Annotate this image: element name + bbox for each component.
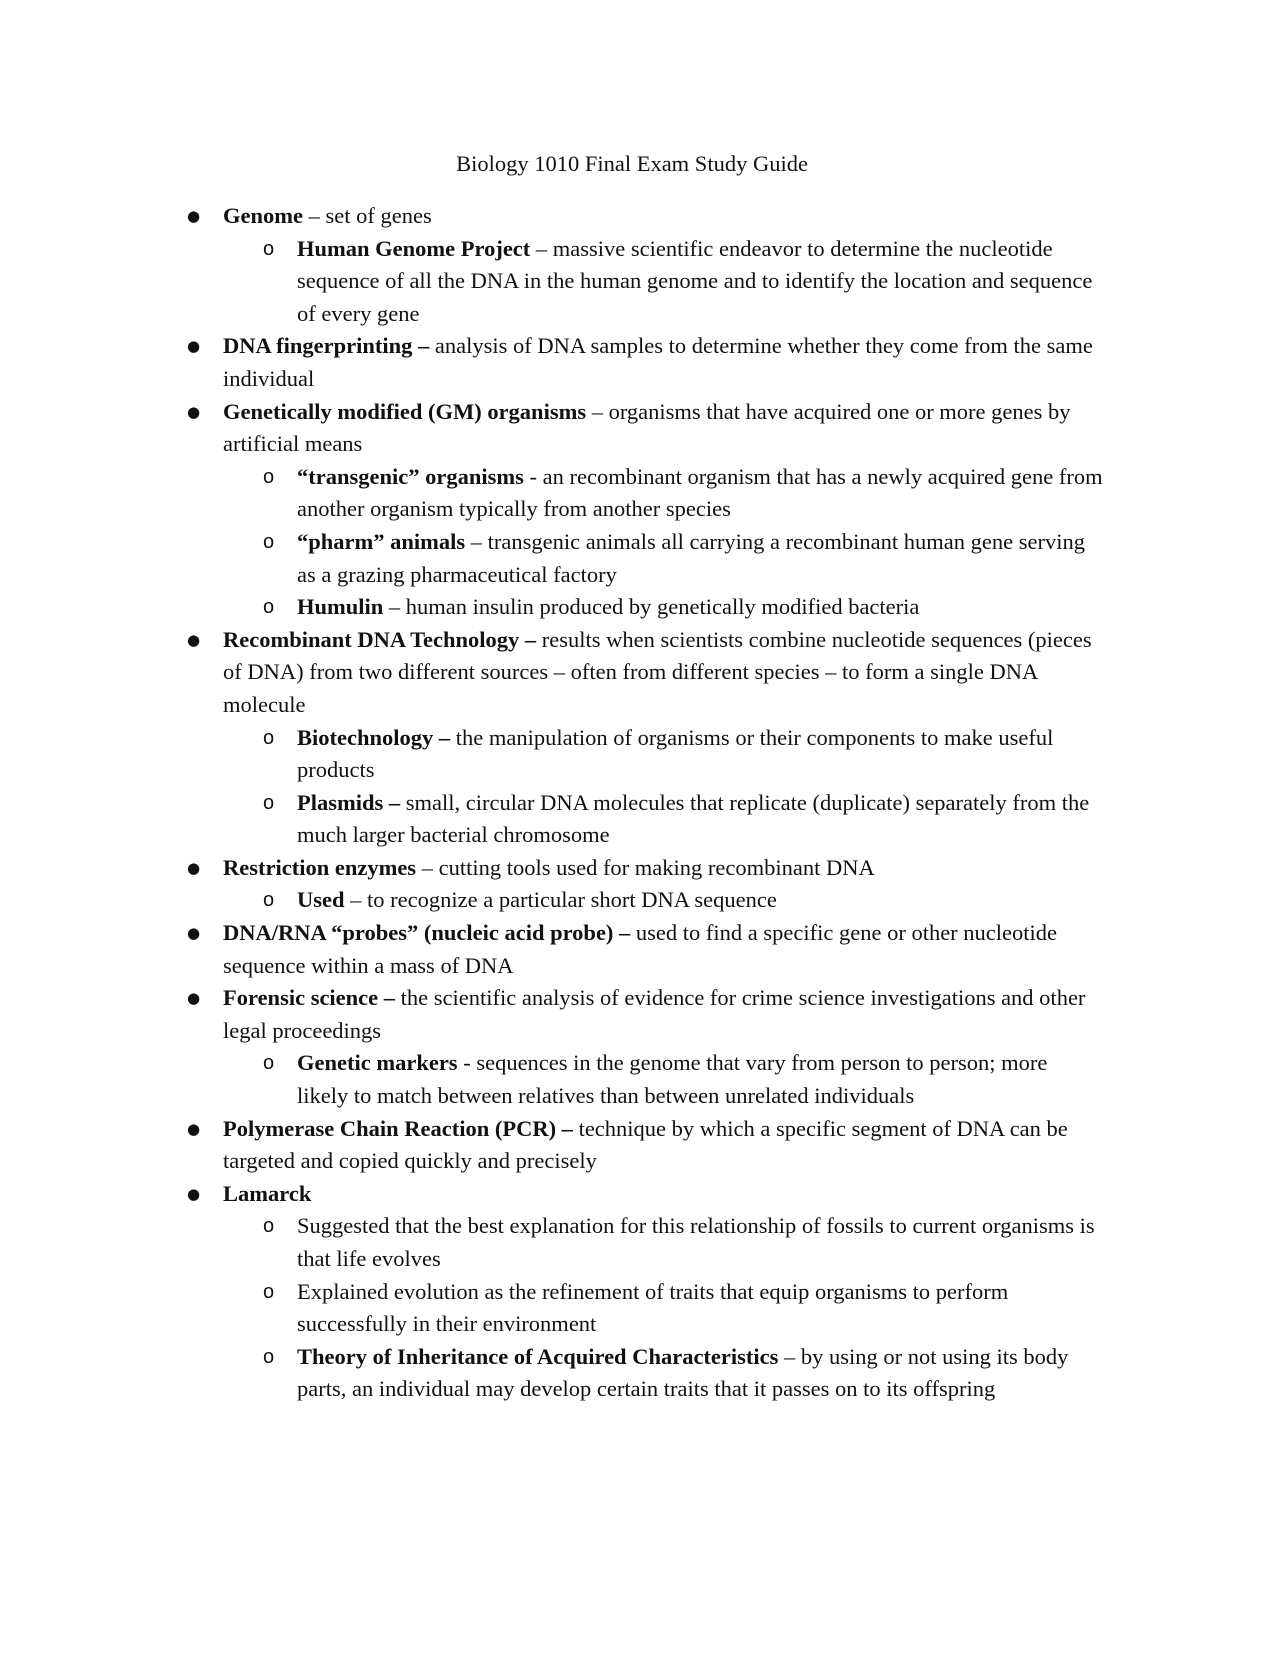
bullet-icon: ● (187, 207, 201, 225)
term: Lamarck (223, 1180, 312, 1206)
term: “pharm” animals (297, 528, 466, 554)
bullet-icon: ● (187, 337, 201, 356)
circle-bullet-icon: o (263, 1215, 275, 1238)
sub-list-item (263, 787, 1103, 852)
definition: – by using or not using its body parts, an individual may develop certain traits that it passes on to its offspring (297, 1343, 1069, 1402)
definition: – to recognize a particular short DNA sequence (344, 887, 777, 913)
bullet-icon: ● (187, 630, 201, 649)
definition: – set of genes (302, 203, 432, 228)
definition: analysis of DNA samples to determine whether they come from the same individual (223, 333, 1093, 391)
circle-bullet-icon: o (263, 1280, 275, 1303)
sub-list-item (263, 722, 1103, 787)
definition: Explained evolution as the refinement of traits that equip organisms to perform successfully in their environment (297, 1278, 1009, 1337)
list-item (187, 330, 1103, 395)
term: Genetically modified (GM) organisms (223, 398, 587, 424)
term: Theory of Inheritance of Acquired Characteristics (297, 1343, 779, 1369)
list-item (187, 624, 1103, 722)
definition: the scientific analysis of evidence for crime science investigations and other legal proceedings (223, 985, 1086, 1043)
definition: results when scientists combine nucleotide sequences (pieces of DNA) from two different sources – often from different species – to form a single DNA molecule (223, 626, 1092, 717)
circle-bullet-icon: o (263, 889, 275, 912)
term: Forensic science – (223, 985, 396, 1011)
study-guide-list (0, 200, 1280, 1406)
term: Plasmids – (297, 789, 401, 815)
bullet-icon: ● (187, 1184, 201, 1203)
definition: used to find a specific gene or other nucleotide sequence within a mass of DNA (223, 920, 1058, 978)
sub-list-item (263, 591, 1103, 624)
term: Restriction enzymes (223, 854, 417, 880)
circle-bullet-icon: o (263, 237, 275, 260)
definition: the manipulation of organisms or their components to make useful products (297, 724, 1054, 783)
definition: – transgenic animals all carrying a recombinant human gene serving as a grazing pharmaceutical factory (297, 528, 1085, 587)
definition: Suggested that the best explanation for this relationship of fossils to current organisms is that life evolves (297, 1213, 1095, 1271)
circle-bullet-icon: o (263, 1052, 275, 1075)
list-item (187, 917, 1103, 982)
definition: – massive scientific endeavor to determine the nucleotide sequence of all the DNA in the human genome and to identify the location and sequence of every gene (297, 235, 1093, 326)
definition: – human insulin produced by genetically modified bacteria (383, 594, 920, 620)
sub-list-item (263, 1047, 1103, 1112)
bullet-icon: ● (187, 989, 201, 1008)
term: Biotechnology – (297, 724, 451, 750)
definition: – organisms that have acquired one or more genes by artificial means (223, 398, 1071, 457)
term: DNA fingerprinting – (223, 333, 430, 359)
circle-bullet-icon: o (263, 726, 275, 749)
bullet-icon: ● (187, 402, 201, 421)
term: DNA/RNA “probes” (nucleic acid probe) – (223, 920, 631, 946)
bullet-icon: ● (187, 858, 201, 877)
term: Recombinant DNA Technology – (223, 626, 537, 652)
list-item (187, 1113, 1103, 1178)
bullet-icon: ● (187, 1119, 201, 1138)
term: Used (297, 887, 345, 913)
sub-list-item (263, 1341, 1103, 1406)
definition: technique by which a specific segment of DNA can be targeted and copied quickly and precisely (223, 1115, 1068, 1174)
sub-list-item (263, 461, 1103, 526)
list-item (187, 200, 1103, 233)
term: Humulin (297, 594, 384, 620)
list-item (187, 852, 1103, 885)
list-item (187, 1178, 1103, 1211)
sub-list-item (263, 884, 1103, 917)
term: Polymerase Chain Reaction (PCR) – (223, 1115, 573, 1141)
definition: – cutting tools used for making recombinant DNA (416, 854, 875, 880)
sub-list-item (263, 1276, 1103, 1341)
term: Genome (223, 203, 303, 228)
sub-list-item (263, 233, 1103, 331)
sub-list-item (263, 526, 1103, 591)
definition: - sequences in the genome that vary from person to person; more likely to match between relatives than between unrelated individuals (297, 1050, 1048, 1109)
circle-bullet-icon: o (263, 791, 275, 814)
term: “transgenic” organisms (297, 463, 524, 489)
circle-bullet-icon: o (263, 1345, 275, 1368)
circle-bullet-icon: o (263, 465, 275, 488)
circle-bullet-icon: o (263, 530, 275, 553)
bullet-icon: ● (187, 924, 201, 943)
page-title: Biology 1010 Final Exam Study Guide (456, 151, 808, 176)
term: Human Genome Project (297, 235, 531, 261)
term: Genetic markers (297, 1050, 458, 1076)
definition: - an recombinant organism that has a newly acquired gene from another organism typically from another species (297, 463, 1103, 522)
definition: small, circular DNA molecules that replicate (duplicate) separately from the much larger bacterial chromosome (297, 789, 1090, 848)
list-item (187, 396, 1103, 461)
circle-bullet-icon: o (263, 596, 275, 619)
sub-list-item (263, 1210, 1103, 1275)
list-item (187, 982, 1103, 1047)
